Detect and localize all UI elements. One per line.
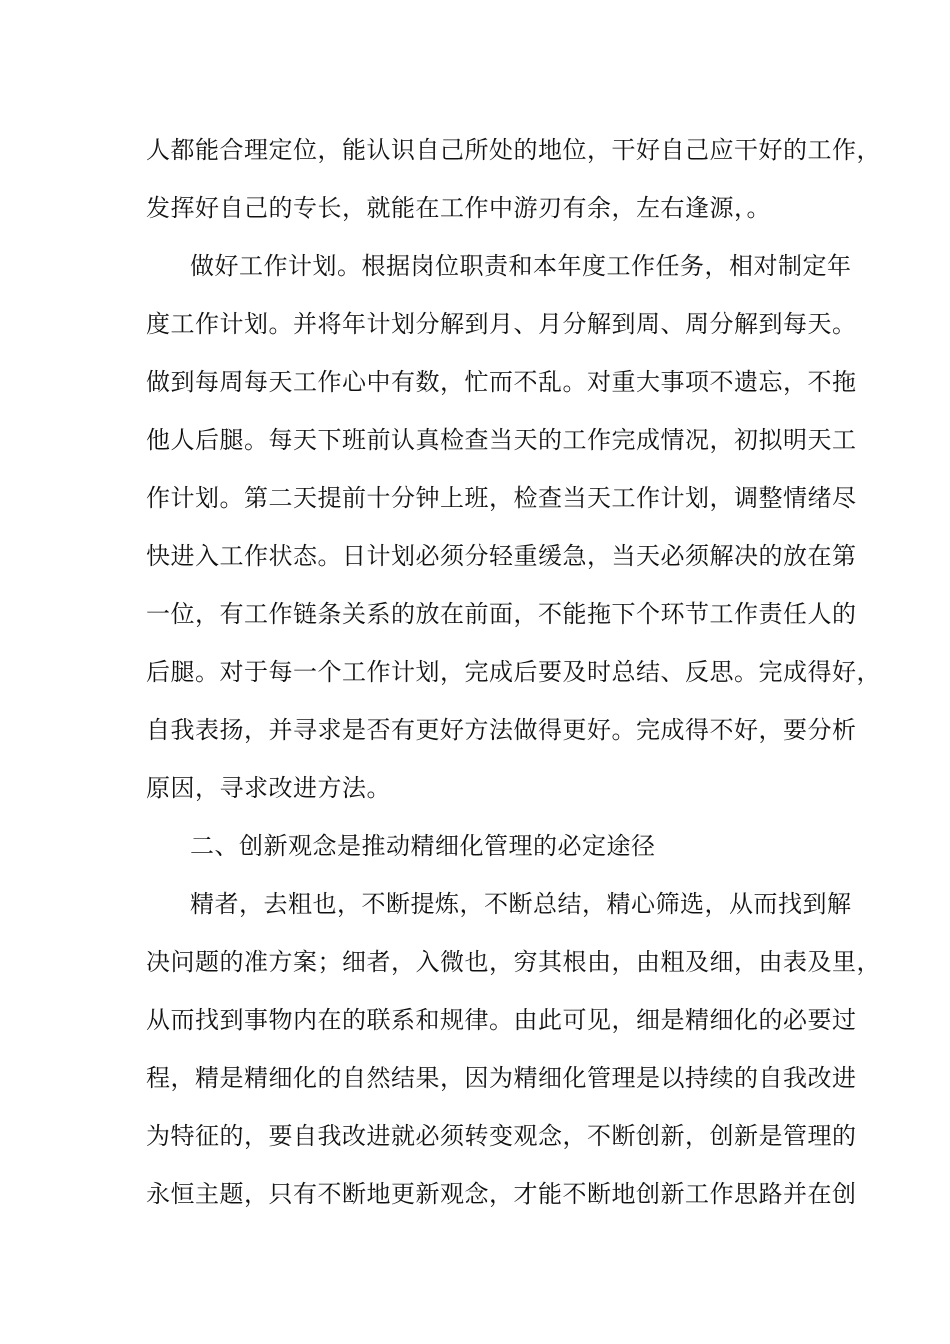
- text-line: 一位，有工作链条关系的放在前面，不能拖下个环节工作责任人的: [146, 600, 857, 628]
- text-line: 决问题的准方案；细者，入微也，穷其根由，由粗及细，由表及里，: [146, 948, 881, 976]
- text-line: 发挥好自己的专长，就能在工作中游刃有余，左右逢源，。: [146, 194, 771, 222]
- text-line: 他人后腿。每天下班前认真检查当天的工作完成情况，初拟明天工: [146, 426, 857, 454]
- text-line: 快进入工作状态。日计划必须分轻重缓急，当天必须解决的放在第: [146, 542, 857, 570]
- text-line: 做到每周每天工作心中有数，忙而不乱。对重大事项不遗忘，不拖: [146, 368, 857, 396]
- text-line: 原因，寻求改进方法。: [146, 774, 391, 802]
- paragraph-first-line: 精者，去粗也，不断提炼，不断总结，精心筛选，从而找到解: [190, 890, 852, 918]
- text-line: 程，精是精细化的自然结果，因为精细化管理是以持续的自我改进: [146, 1064, 857, 1092]
- text-line: 作计划。第二天提前十分钟上班，检查当天工作计划，调整情绪尽: [146, 484, 857, 512]
- text-line: 自我表扬，并寻求是否有更好方法做得更好。完成得不好，要分析: [146, 716, 857, 744]
- text-line: 从而找到事物内在的联系和规律。由此可见，细是精细化的必要过: [146, 1006, 857, 1034]
- paragraph-first-line: 做好工作计划。根据岗位职责和本年度工作任务，相对制定年: [190, 252, 852, 280]
- text-line: 永恒主题，只有不断地更新观念，才能不断地创新工作思路并在创: [146, 1180, 857, 1208]
- text-line: 人都能合理定位，能认识自己所处的地位，干好自己应干好的工作，: [146, 136, 881, 164]
- text-line: 后腿。对于每一个工作计划，完成后要及时总结、反思。完成得好，: [146, 658, 881, 686]
- text-line: 为特征的，要自我改进就必须转变观念，不断创新，创新是管理的: [146, 1122, 857, 1150]
- text-line: 度工作计划。并将年计划分解到月、月分解到周、周分解到每天。: [146, 310, 857, 338]
- section-heading: 二、创新观念是推动精细化管理的必定途径: [190, 832, 656, 860]
